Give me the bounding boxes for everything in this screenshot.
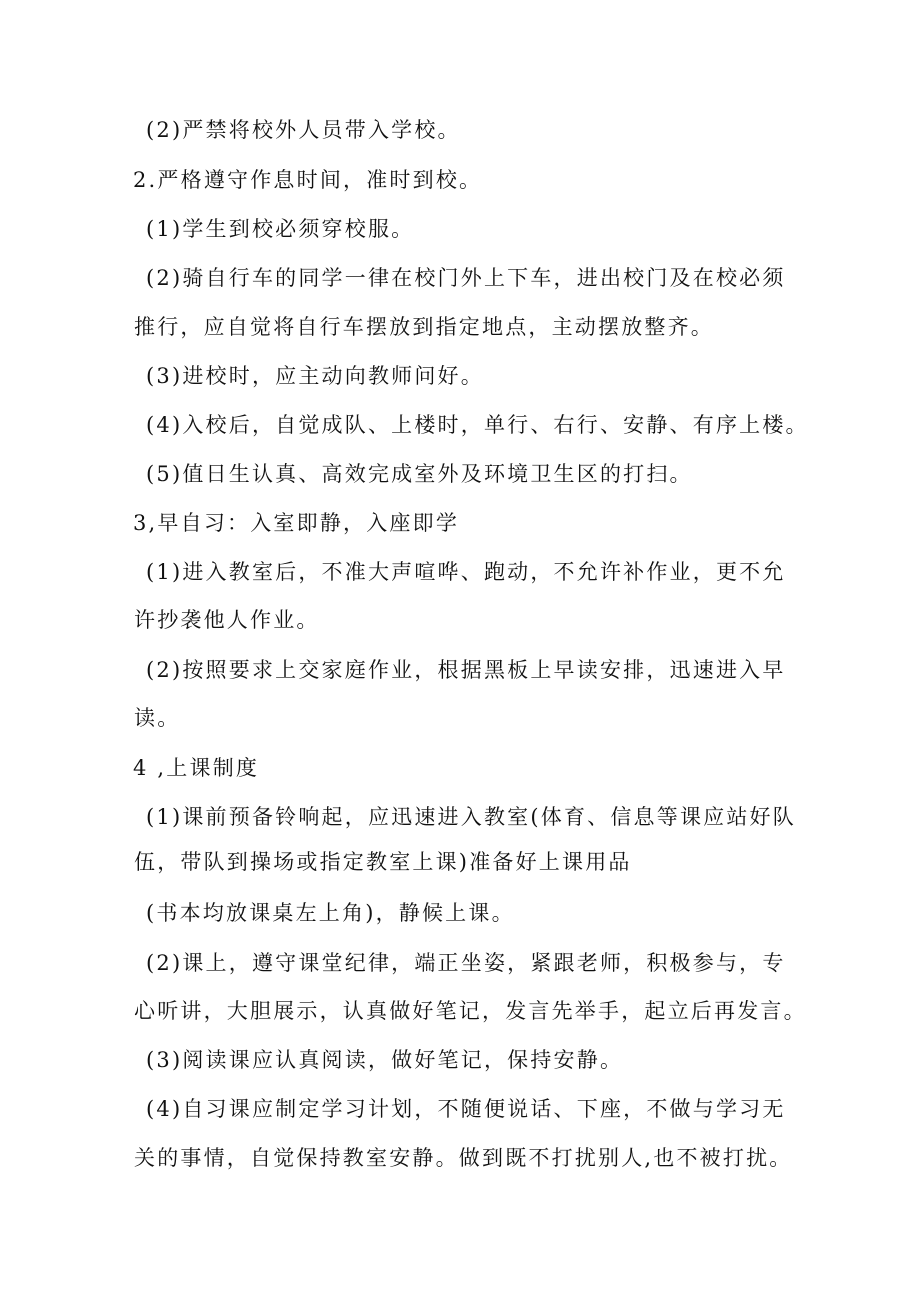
text-line: (4)自习课应制定学习计划，不随便说话、下座，不做与学习无	[146, 1097, 786, 1121]
text-line: 推行，应自觉将自行车摆放到指定地点，主动摆放整齐。	[134, 315, 714, 339]
text-line: 伍，带队到操场或指定教室上课)准备好上课用品	[134, 850, 632, 874]
text-line: (2)课上，遵守课堂纪律，端正坐姿，紧跟老师，积极参与，专	[146, 951, 786, 975]
text-line: (1)课前预备铃响起，应迅速进入教室(体育、信息等课应站好队	[146, 805, 796, 829]
text-line: 3,早自习：入室即静，入座即学	[133, 511, 460, 535]
text-line: 读。	[134, 706, 181, 730]
text-line: 4 ,上课制度	[133, 756, 260, 780]
text-line: (3)阅读课应认真阅读，做好笔记，保持安静。	[146, 1048, 624, 1072]
text-line: (5)值日生认真、高效完成室外及环境卫生区的打扫。	[146, 462, 693, 486]
text-line: 关的事情，自觉保持教室安静。做到既不打扰别人,也不被打扰。	[134, 1146, 793, 1170]
text-line: 2.严格遵守作息时间，准时到校。	[133, 168, 483, 192]
text-line: 心听讲，大胆展示，认真做好笔记，发言先举手，起立后再发言。	[134, 999, 807, 1023]
text-line: (1)学生到校必须穿校服。	[146, 217, 415, 241]
text-line: (4)入校后，自觉成队、上楼时，单行、右行、安静、有序上楼。	[146, 413, 809, 437]
text-line: (2)骑自行车的同学一律在校门外上下车，进出校门及在校必须	[146, 266, 786, 290]
text-line: (3)进校时，应主动向教师问好。	[146, 364, 484, 388]
text-line: (1)进入教室后，不准大声喧哗、跑动，不允许补作业，更不允	[146, 560, 786, 584]
text-line: (书本均放课桌左上角)，静候上课。	[146, 901, 515, 925]
text-line: (2)按照要求上交家庭作业，根据黑板上早读安排，迅速进入早	[146, 658, 786, 682]
text-line: 许抄袭他人作业。	[134, 608, 320, 632]
text-line: (2)严禁将校外人员带入学校。	[146, 118, 461, 142]
